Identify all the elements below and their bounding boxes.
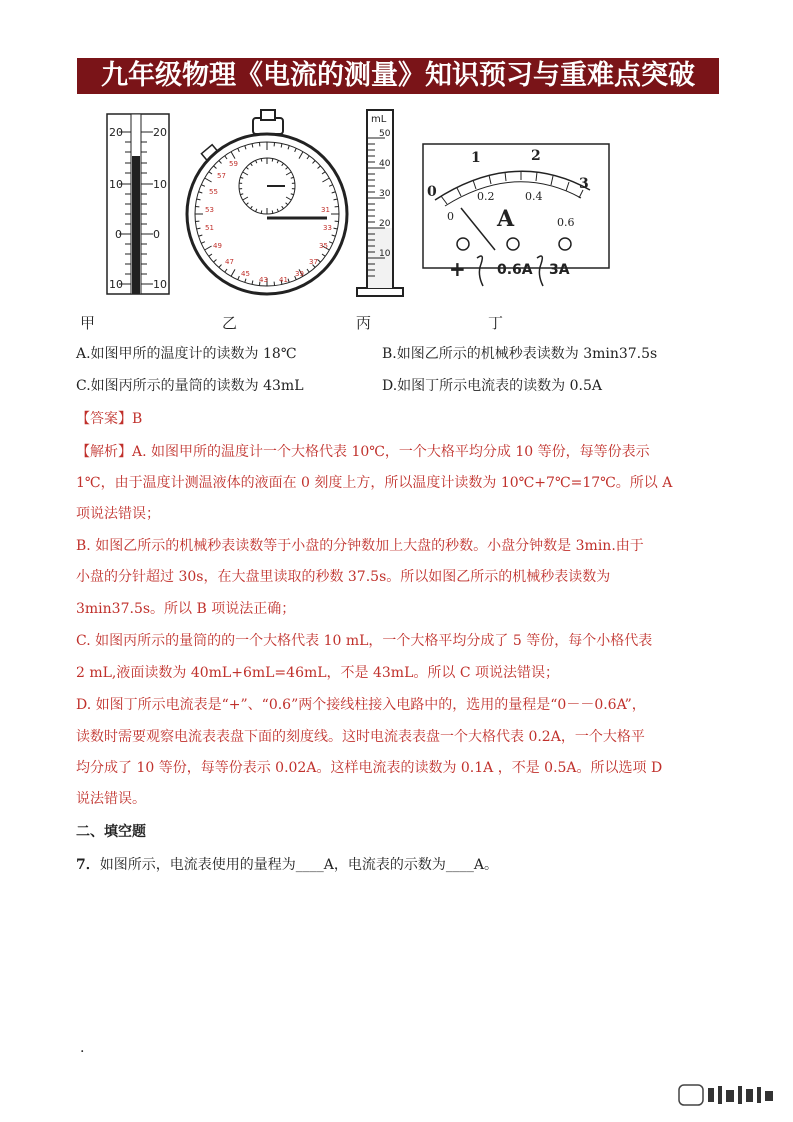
stopwatch-tick-label: 37 bbox=[309, 258, 318, 266]
option-d: D.如图丁所示电流表的读数为 0.5A bbox=[382, 378, 603, 394]
stopwatch-tick-label: 57 bbox=[217, 172, 226, 180]
analysis-line: 读数时需要观察电流表表盘下面的刻度线。这时电流表表盘一个大格代表 0.2A，一个大格平 bbox=[76, 729, 645, 745]
answer-blank[interactable]: ____ bbox=[295, 857, 324, 873]
ammeter-terminal: 3A bbox=[549, 262, 570, 278]
stopwatch-tick-label: 31 bbox=[321, 206, 330, 214]
stopwatch-tick-label: 35 bbox=[319, 242, 328, 250]
stopwatch-tick-label: 39 bbox=[295, 270, 304, 278]
figure-label-yi: 乙 bbox=[222, 314, 238, 332]
answer-blank[interactable]: ____ bbox=[445, 857, 474, 873]
ammeter-lower-label: 0.2 bbox=[477, 190, 495, 203]
question-7 bbox=[76, 856, 498, 874]
analysis-line: 1℃，由于温度计测温液体的液面在 0 刻度上方，所以温度计读数为 10℃+7℃=17℃。所以 A bbox=[76, 475, 673, 491]
analysis-line: 均分成了 10 等份，每等份表示 0.02A。这样电流表的读数为 0.1A ，不是 0.5A。所以选项 D bbox=[76, 760, 663, 776]
analysis-tag: 【解析】 bbox=[76, 444, 132, 460]
stopwatch-tick-label: 53 bbox=[205, 206, 214, 214]
ammeter-upper-label: 0 bbox=[427, 184, 437, 200]
stopwatch-tick-label: 51 bbox=[205, 224, 214, 232]
stopwatch-subdial-tick bbox=[261, 210, 262, 213]
analysis-text: A. 如图甲所的温度计一个大格代表 10℃，一个大格平均分成 10 等份，每等份表示 bbox=[132, 444, 650, 460]
thermo-left-label: 10 bbox=[109, 278, 123, 291]
analysis-line: 说法错误。 bbox=[76, 791, 146, 807]
ammeter-figure bbox=[423, 144, 609, 286]
analysis-line: 项说法错误； bbox=[76, 506, 160, 522]
cylinder-unit: mL bbox=[371, 114, 387, 125]
figure-label-bing: 丙 bbox=[356, 314, 372, 332]
stopwatch-subdial-tick bbox=[272, 159, 273, 162]
answer-line bbox=[76, 410, 142, 428]
cylinder-label: 40 bbox=[379, 159, 391, 169]
analysis-line bbox=[76, 443, 650, 461]
ammeter-lower-label: 0 bbox=[447, 210, 454, 223]
figure-label-ding: 丁 bbox=[488, 314, 504, 332]
cylinder-label: 10 bbox=[379, 249, 391, 259]
footer-dot: . bbox=[80, 1040, 85, 1056]
thermo-left-label: 0 bbox=[115, 228, 122, 241]
cylinder-label: 20 bbox=[379, 219, 391, 229]
stopwatch-tick-label: 47 bbox=[225, 258, 234, 266]
question-text: 如图所示，电流表使用的量程为 bbox=[99, 857, 296, 873]
ammeter-terminal: 0.6A bbox=[497, 262, 533, 278]
thermo-right-label: 20 bbox=[153, 126, 167, 139]
stopwatch-tick-label: 55 bbox=[209, 188, 218, 196]
cylinder-label: 50 bbox=[379, 129, 391, 139]
watermark-logo bbox=[678, 1082, 776, 1108]
answer-tag: 【答案】 bbox=[76, 411, 132, 427]
stopwatch-tick-label: 59 bbox=[229, 160, 238, 168]
thermo-right-label: 10 bbox=[153, 178, 167, 191]
figure-label-jia: 甲 bbox=[80, 314, 96, 332]
ammeter-unit: A bbox=[497, 206, 515, 232]
stopwatch-tick-label: 43 bbox=[259, 276, 268, 284]
question-number: 7． bbox=[76, 857, 100, 873]
ammeter-lower-label: 0.4 bbox=[525, 190, 543, 203]
stopwatch-subdial-tick bbox=[272, 210, 273, 213]
stopwatch-figure bbox=[187, 110, 347, 294]
analysis-line: C. 如图丙所示的量筒的的一个大格代表 10 mL，一个大格平均分成了 5 等份，每个小格代表 bbox=[76, 633, 653, 649]
thermo-right-label: 10 bbox=[153, 278, 167, 291]
analysis-line: B. 如图乙所示的机械秒表读数等于小盘的分钟数加上大盘的秒数。小盘分钟数是 3min.由于 bbox=[76, 538, 644, 554]
analysis-line: 小盘的分针超过 30s，在大盘里读取的秒数 37.5s。所以如图乙所示的机械秒表读数为 bbox=[76, 569, 611, 585]
ammeter-upper-label: 2 bbox=[531, 148, 541, 164]
answer-value: B bbox=[132, 411, 143, 427]
ammeter-terminal: + bbox=[449, 257, 466, 281]
figure-illustrations bbox=[95, 108, 715, 308]
ammeter-upper-label: 1 bbox=[471, 150, 481, 166]
stopwatch-subdial-tick bbox=[261, 159, 262, 162]
ammeter-upper-label: 3 bbox=[579, 176, 589, 192]
question-text: A，电流表的示数为 bbox=[323, 857, 446, 873]
page-title: 九年级物理《电流的测量》知识预习与重难点突破 bbox=[77, 58, 719, 94]
analysis-line: D. 如图丁所示电流表是“+”、“0.6”两个接线柱接入电路中的，选用的量程是“0－－0.6A”， bbox=[76, 697, 646, 713]
question-text: A。 bbox=[473, 857, 498, 873]
option-b: B.如图乙所示的机械秒表读数为 3min37.5s bbox=[382, 346, 658, 362]
option-a: A.如图甲所的温度计的读数为 18℃ bbox=[76, 346, 297, 362]
stopwatch-tick-label: 45 bbox=[241, 270, 250, 278]
ammeter-lower-label: 0.6 bbox=[557, 216, 575, 229]
cylinder-figure bbox=[357, 110, 403, 296]
thermo-left-label: 20 bbox=[109, 126, 123, 139]
section-title: 二、填空题 bbox=[76, 824, 146, 840]
stopwatch-tick-label: 41 bbox=[279, 276, 288, 284]
option-c: C.如图丙所示的量筒的读数为 43mL bbox=[76, 378, 304, 394]
analysis-line: 3min37.5s。所以 B 项说法正确； bbox=[76, 601, 296, 617]
thermo-left-label: 10 bbox=[109, 178, 123, 191]
thermo-right-label: 0 bbox=[153, 228, 160, 241]
thermometer-figure bbox=[107, 114, 169, 294]
stopwatch-tick-label: 49 bbox=[213, 242, 222, 250]
analysis-line: 2 mL,液面读数为 40mL+6mL=46mL，不是 43mL。所以 C 项说法错误； bbox=[76, 665, 559, 681]
cylinder-label: 30 bbox=[379, 189, 391, 199]
stopwatch-tick-label: 33 bbox=[323, 224, 332, 232]
